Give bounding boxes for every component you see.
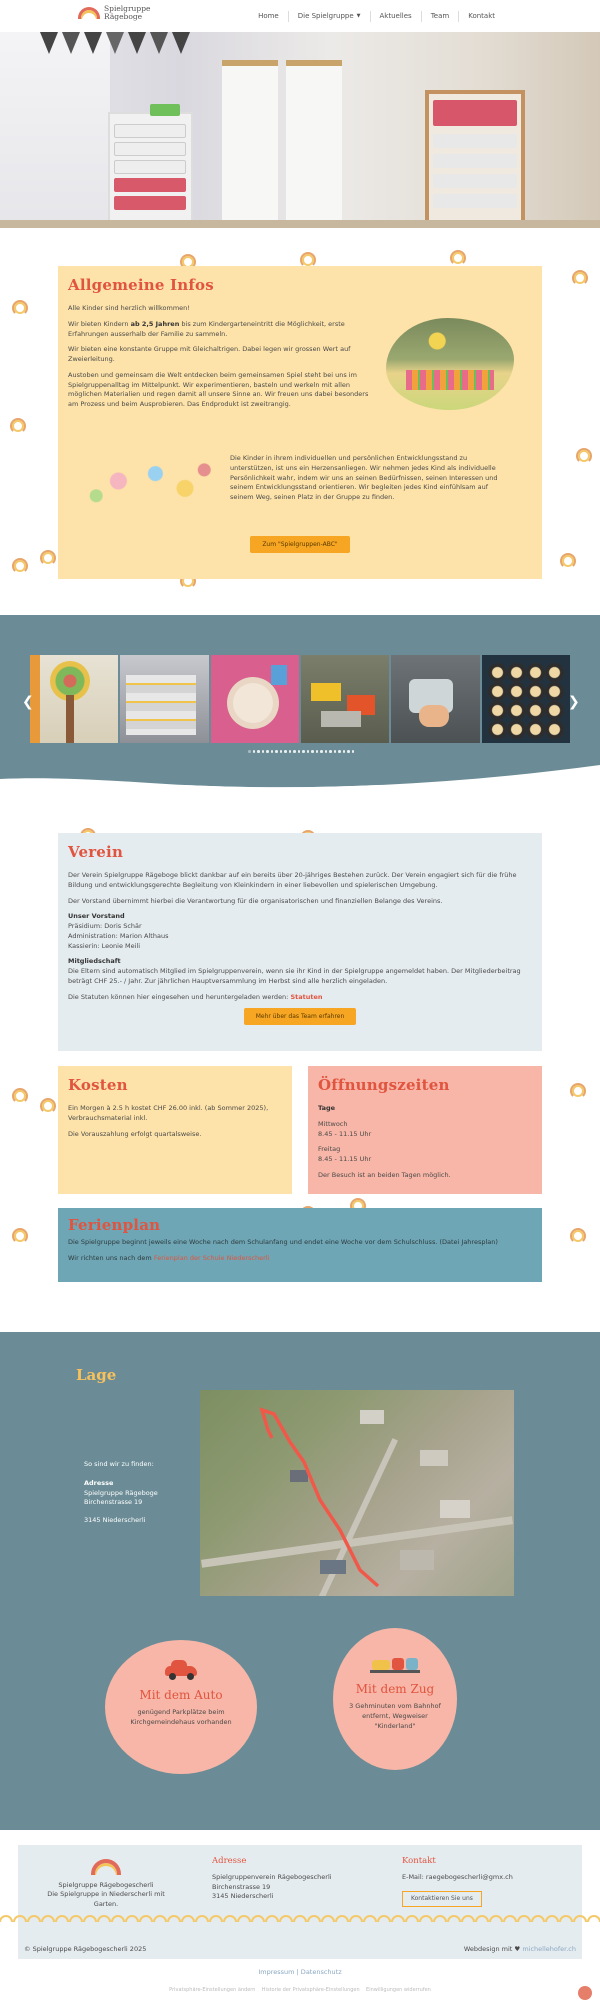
logo-line2: Rägeboge xyxy=(104,12,143,22)
webdesign-credit: Webdesign mit ♥ michellehofer.ch xyxy=(463,1944,576,1953)
rainbow-arc xyxy=(476,1916,488,1922)
rainbow-arc xyxy=(42,1916,54,1922)
cookie-link[interactable]: Historie der Privatsphäre-Einstellungen xyxy=(261,1987,360,1993)
rainbow-decoration xyxy=(12,300,24,307)
nav-spielgruppe-label: Die Spielgruppe xyxy=(297,12,354,20)
arrow-left-icon[interactable]: ❮ xyxy=(22,694,34,710)
rainbow-arc xyxy=(574,1916,586,1922)
rainbow-arc xyxy=(560,1916,572,1922)
rainbow-decoration xyxy=(572,270,584,277)
rainbow-decoration xyxy=(40,550,52,557)
carousel-dot[interactable] xyxy=(320,750,323,753)
verein-card xyxy=(58,833,542,1051)
rainbow-decoration xyxy=(40,1098,52,1105)
tage-heading: Tage xyxy=(318,1104,336,1112)
rainbow-arc xyxy=(588,1916,600,1922)
nav-team-label: Team xyxy=(430,12,450,20)
team-button[interactable]: Mehr über das Team erfahren xyxy=(244,1008,357,1025)
address-block xyxy=(84,1460,158,1525)
rainbow-decoration xyxy=(180,254,192,261)
rainbow-arc xyxy=(154,1916,166,1922)
footer-address-line: 3145 Niederscherli xyxy=(212,1892,274,1901)
rainbow-arc xyxy=(378,1916,390,1922)
verein-p1: Der Verein Spielgruppe Rägeboge blickt dankbar auf ein bereits über 20-jähriges Bestehen zurück. Der Verein engagiert sich für die frühe Bildung und entwicklungsgerechte Begleitung von Kleinkindern in einer liebevollen und spielerischen Umgebung. xyxy=(68,871,517,889)
address-line: Birchenstrasse 19 xyxy=(84,1498,143,1507)
tulip-photo xyxy=(386,318,514,410)
site-header xyxy=(0,0,600,32)
footer-email[interactable]: E-Mail: raegebogescherli@gmx.ch xyxy=(402,1873,513,1882)
rainbow-arc xyxy=(140,1916,152,1922)
nav-team[interactable] xyxy=(422,11,460,22)
location-map[interactable] xyxy=(200,1390,514,1596)
time2: 8.45 - 11.15 Uhr xyxy=(318,1155,372,1163)
nav-kontakt-label: Kontakt xyxy=(468,12,495,20)
rainbow-arc xyxy=(196,1916,208,1922)
footer-name: Spielgruppe Rägebogescherli xyxy=(58,1881,154,1889)
carousel-dot[interactable] xyxy=(293,750,296,753)
mitglied-text: Die Eltern sind automatisch Mitglied im Spielgruppenverein, wenn sie ihr Kind in der Spielgruppe angemeldet haben. Der Mitgliederbeitrag beträgt CHF 25.- / Jahr. Zur jährlichen Hauptversammlung im Herbst sind alle herzlich eingeladen. xyxy=(68,967,521,985)
rainbow-arc xyxy=(504,1916,516,1922)
back-to-top-icon[interactable] xyxy=(578,1986,592,2000)
legal-links[interactable]: Impressum | Datenschutz xyxy=(258,1968,342,1976)
day1: Mittwoch xyxy=(318,1119,348,1128)
vorstand-item: Kassierin: Leonie Meili xyxy=(68,941,141,950)
rainbow-arc xyxy=(252,1916,264,1922)
nav-aktuelles-label: Aktuelles xyxy=(379,12,412,20)
zug-title: Mit dem Zug xyxy=(355,1682,435,1696)
statuten-link[interactable]: Statuten xyxy=(290,992,323,1001)
gallery-photo[interactable] xyxy=(482,655,570,743)
carousel-dot[interactable] xyxy=(284,750,287,753)
rainbow-decoration xyxy=(560,553,572,560)
rainbow-decoration xyxy=(12,1088,24,1095)
footer-address-heading: Adresse xyxy=(212,1856,247,1866)
rainbow-decoration xyxy=(450,250,462,257)
rainbow-arc xyxy=(462,1916,474,1922)
rainbow-arc xyxy=(224,1916,236,1922)
infos-p4: Austoben und gemeinsam die Welt entdecken beim gemeinsamen Spiel steht bei uns im Spielgruppenalltag im Mittelpunkt. Wir experimentieren, basteln und werkeln mit allen möglichen Materialien und regen damit all unsere Sinne an. Wir freuen uns dabei besonders am Prozess und beim Ausprobieren. Das Endprodukt ist zweitrangig. xyxy=(68,370,369,408)
copyright: © Spielgruppe Rägebogescherli 2025 xyxy=(24,1944,147,1953)
carousel-dot[interactable] xyxy=(325,750,328,753)
rainbow-arc xyxy=(518,1916,530,1922)
carousel-dot[interactable] xyxy=(262,750,265,753)
arrow-right-icon[interactable]: ❯ xyxy=(568,694,580,710)
rainbow-arc xyxy=(490,1916,502,1922)
rainbow-arc xyxy=(14,1916,26,1922)
rainbow-arc xyxy=(546,1916,558,1922)
rainbow-border xyxy=(0,1910,600,1922)
carousel-dot[interactable] xyxy=(302,750,305,753)
route-line xyxy=(200,1390,514,1596)
rainbow-arc xyxy=(238,1916,250,1922)
oeffnung-note: Der Besuch ist an beiden Tagen möglich. xyxy=(318,1170,451,1179)
carousel-dot[interactable] xyxy=(334,750,337,753)
car-icon xyxy=(161,1660,201,1680)
carousel-dot[interactable] xyxy=(343,750,346,753)
ferien-title: Ferienplan xyxy=(68,1216,161,1234)
kosten-title: Kosten xyxy=(68,1076,128,1094)
webdesign-link[interactable]: michellehofer.ch xyxy=(522,1944,576,1953)
infos-p5: Die Kinder in ihrem individuellen und persönlichen Entwicklungsstand zu unterstützen, ist uns ein Herzensanliegen. Wir nehmen jedes Kind als individuelle Persönlichkeit wahr, indem wir uns an seinen Bedürfnissen, seinen Interessen und seinem Entwicklungsstand orientieren. Wir begleiten jedes Kind einfühlsam auf seinem Weg, seinen Platz in der Gruppe zu finden. xyxy=(230,454,498,501)
rainbow-arc xyxy=(336,1916,348,1922)
abc-button[interactable]: Zum "Spielgruppen-ABC" xyxy=(250,536,349,553)
statuten-text: Die Statuten können hier eingesehen und heruntergeladen werden: Statuten xyxy=(68,992,323,1001)
carousel-dot[interactable] xyxy=(248,750,251,753)
main-nav xyxy=(249,11,504,22)
auto-title: Mit dem Auto xyxy=(139,1688,223,1702)
rainbow-arc xyxy=(112,1916,124,1922)
carousel-dot[interactable] xyxy=(280,750,283,753)
rainbow-arc xyxy=(126,1916,138,1922)
gallery-photo[interactable] xyxy=(120,655,208,743)
chevron-down-icon: ▼ xyxy=(356,12,361,19)
carousel-dots[interactable] xyxy=(248,750,354,753)
kosten-p2: Die Vorauszahlung erfolgt quartalsweise. xyxy=(68,1129,202,1138)
carousel-dot[interactable] xyxy=(253,750,256,753)
rainbow-decoration xyxy=(10,418,22,425)
footer-address xyxy=(212,1855,332,1902)
lage-title: Lage xyxy=(76,1366,117,1384)
ferien-p2: Wir richten uns nach dem Ferienplan der Schule Niederscherli xyxy=(68,1253,270,1262)
zug-info xyxy=(333,1628,457,1770)
nav-spielgruppe[interactable] xyxy=(289,11,371,22)
rainbow-arc xyxy=(280,1916,292,1922)
rainbow-arc xyxy=(434,1916,446,1922)
gallery-photo[interactable] xyxy=(30,655,118,743)
nav-home-label: Home xyxy=(258,12,279,20)
vorstand-item: Administration: Marion Althaus xyxy=(68,931,169,940)
logo-line1: Spielgruppe xyxy=(104,4,151,13)
nav-home[interactable] xyxy=(249,11,289,22)
infos-p1: Alle Kinder sind herzlich willkommen! xyxy=(68,304,190,312)
carousel-dot[interactable] xyxy=(352,750,355,753)
footer-address-line: Spielgruppenverein Rägebogescherli xyxy=(212,1873,332,1882)
address-line: Spielgruppe Rägeboge xyxy=(84,1488,158,1497)
gallery-photo[interactable] xyxy=(391,655,479,743)
rainbow-decoration xyxy=(350,1198,362,1205)
infos-p2: Wir bieten Kindern ab 2,5 Jahren bis zum Kindergarteneintritt die Möglichkeit, erste Erfahrungen ausserhalb der Familie zu sammeln. xyxy=(68,319,345,338)
hero-image xyxy=(0,32,600,228)
rainbow-arc xyxy=(294,1916,306,1922)
gallery-photo[interactable] xyxy=(211,655,299,743)
carousel-dot[interactable] xyxy=(311,750,314,753)
carousel-dot[interactable] xyxy=(316,750,319,753)
rainbow-decoration xyxy=(12,558,24,565)
rainbow-arc xyxy=(56,1916,68,1922)
rainbow-logo-icon xyxy=(78,7,100,19)
ferienplan-link[interactable]: Ferienplan der Schule Niederscherli xyxy=(153,1253,270,1262)
rainbow-arc xyxy=(0,1916,12,1922)
kosten-p1: Ein Morgen à 2.5 h kostet CHF 26.00 inkl. (ab Sommer 2025), Verbrauchsmaterial inkl. xyxy=(68,1104,269,1122)
nav-aktuelles[interactable] xyxy=(371,11,422,22)
footer-brand xyxy=(36,1859,176,1909)
wave-divider xyxy=(0,745,600,795)
rainbow-arc xyxy=(70,1916,82,1922)
carousel-dot[interactable] xyxy=(275,750,278,753)
cookie-link[interactable]: Einwilligungen widerrufen xyxy=(366,1987,431,1993)
carousel-dot[interactable] xyxy=(347,750,350,753)
time1: 8.45 - 11.15 Uhr xyxy=(318,1129,372,1138)
carousel-dot[interactable] xyxy=(307,750,310,753)
children-illustration xyxy=(74,444,222,518)
rainbow-arc xyxy=(364,1916,376,1922)
rainbow-arc xyxy=(182,1916,194,1922)
rainbow-decoration xyxy=(576,448,588,455)
rainbow-arc xyxy=(28,1916,40,1922)
infos-card xyxy=(58,266,542,579)
cookie-link[interactable]: Privatsphäre-Einstellungen ändern xyxy=(169,1987,256,1993)
rainbow-arc xyxy=(84,1916,96,1922)
vorstand-heading: Unser Vorstand xyxy=(68,912,125,921)
rainbow-decoration xyxy=(570,1228,582,1235)
footer-address-line: Birchenstrasse 19 xyxy=(212,1882,271,1891)
zug-text: 3 Gehminuten vom Bahnhof entfernt, Wegweiser "Kinderland" xyxy=(349,1702,441,1730)
rainbow-arc xyxy=(266,1916,278,1922)
rainbow-logo-icon xyxy=(91,1859,121,1875)
carousel-dot[interactable] xyxy=(298,750,301,753)
rainbow-arc xyxy=(210,1916,222,1922)
rainbow-decoration xyxy=(12,1228,24,1235)
carousel-dot[interactable] xyxy=(257,750,260,753)
photo-carousel[interactable] xyxy=(30,655,570,743)
vorstand-item: Präsidium: Doris Schär xyxy=(68,922,142,930)
rainbow-arc xyxy=(98,1916,110,1922)
train-icon xyxy=(370,1654,420,1674)
oeffnung-card xyxy=(308,1066,542,1194)
find-us: So sind wir zu finden: xyxy=(84,1460,154,1468)
rainbow-arc xyxy=(168,1916,180,1922)
rainbow-decoration xyxy=(570,1083,582,1090)
address-heading: Adresse xyxy=(84,1479,114,1488)
oeffnung-title: Öffnungszeiten xyxy=(318,1076,450,1094)
mitglied-heading: Mitgliedschaft xyxy=(68,957,121,966)
rainbow-decoration xyxy=(300,252,312,259)
footer-contact-heading: Kontakt xyxy=(402,1856,436,1866)
rainbow-arc xyxy=(322,1916,334,1922)
rainbow-arc xyxy=(350,1916,362,1922)
infos-title: Allgemeine Infos xyxy=(68,276,214,294)
rainbow-arc xyxy=(448,1916,460,1922)
rainbow-arc xyxy=(392,1916,404,1922)
cookie-links xyxy=(0,1987,600,1995)
carousel-dot[interactable] xyxy=(329,750,332,753)
kosten-card xyxy=(58,1066,292,1194)
footer-contact xyxy=(402,1855,513,1907)
address-line: 3145 Niederscherli xyxy=(84,1515,146,1524)
rainbow-arc xyxy=(532,1916,544,1922)
contact-button[interactable]: Kontaktieren Sie uns xyxy=(402,1891,482,1908)
carousel-dot[interactable] xyxy=(266,750,269,753)
footer-bottom-bar xyxy=(18,1940,582,1959)
verein-title: Verein xyxy=(68,843,124,861)
infos-p3: Wir bieten eine konstante Gruppe mit Gleichaltrigen. Dabei legen wir grossen Wert auf Zweierleitung. xyxy=(68,345,351,363)
carousel-dot[interactable] xyxy=(338,750,341,753)
footer-tagline: Die Spielgruppe in Niederscherli mit Garten. xyxy=(47,1890,165,1908)
carousel-dot[interactable] xyxy=(289,750,292,753)
day2: Freitag xyxy=(318,1145,341,1154)
carousel-dot[interactable] xyxy=(271,750,274,753)
ferien-card xyxy=(58,1208,542,1282)
auto-text: genügend Parkplätze beim Kirchgemeindehaus vorhanden xyxy=(130,1708,232,1726)
nav-kontakt[interactable] xyxy=(459,11,504,22)
auto-info xyxy=(105,1640,257,1774)
verein-p2: Der Vorstand übernimmt hierbei die Verantwortung für die organisatorischen und finanziellen Belange des Vereins. xyxy=(68,896,443,905)
gallery-photo[interactable] xyxy=(301,655,389,743)
rainbow-arc xyxy=(420,1916,432,1922)
site-logo[interactable] xyxy=(78,5,150,22)
rainbow-arc xyxy=(308,1916,320,1922)
ferien-p1: Die Spielgruppe beginnt jeweils eine Woche nach dem Schulanfang und endet eine Woche vor dem Schulschluss. (Datei Jahresplan) xyxy=(68,1238,498,1246)
rainbow-arc xyxy=(406,1916,418,1922)
